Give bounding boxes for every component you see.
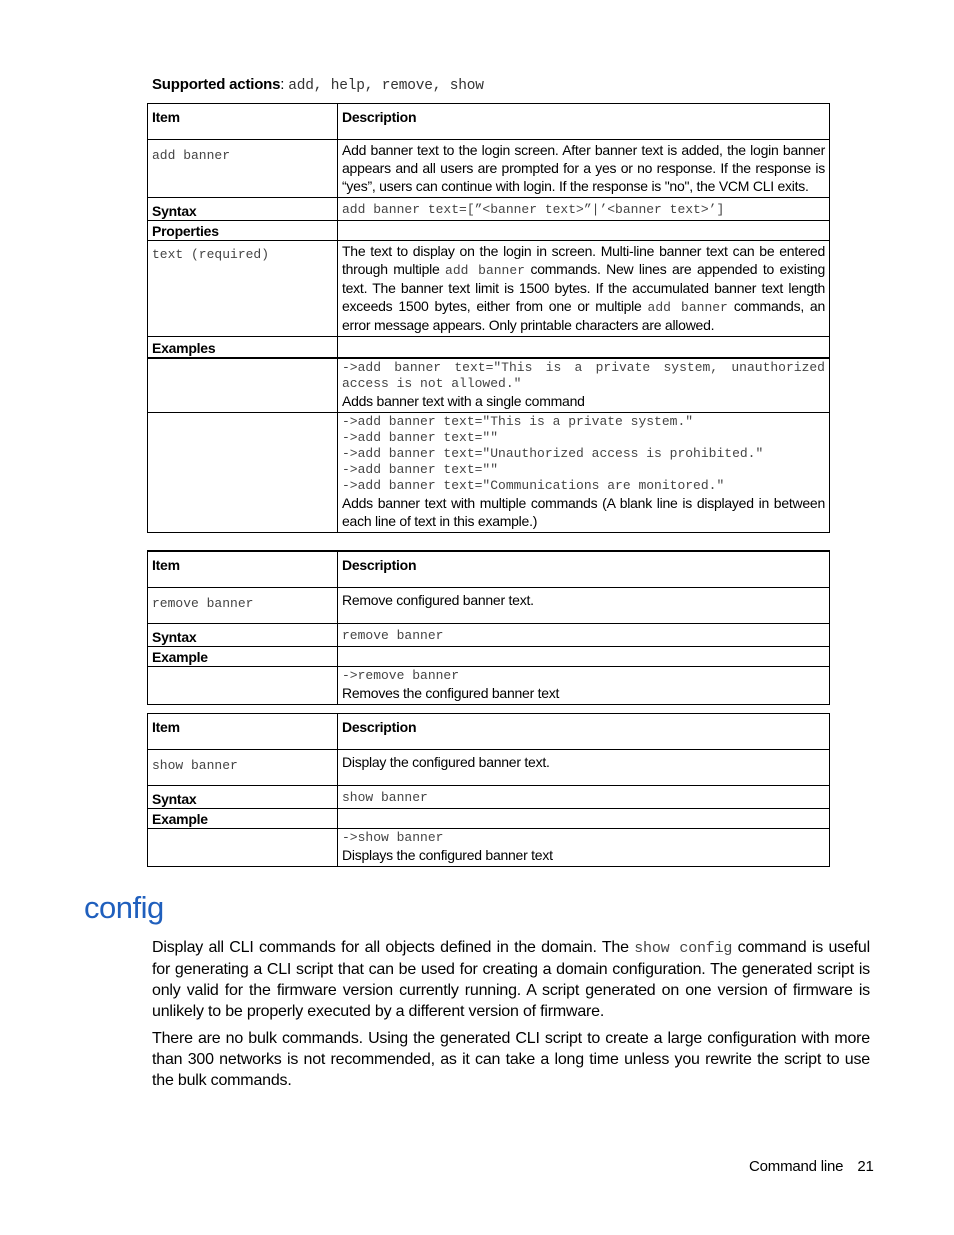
prop-code: add banner [445,263,525,278]
supported-actions-label: Supported actions [152,76,281,93]
table-header-row [148,714,830,750]
example-code-line: ->add banner text="" [342,430,499,445]
supported-actions-list: add, help, remove, show [288,78,484,94]
syntax-label: Syntax [148,624,338,647]
command-description: Add banner text to the login screen. After banner text is added, the login banner appears and all users are prompted for a yes or no response. If the response is “yes”, users can continue with login. If the response is "no", the VCM CLI exits. [338,140,830,198]
header-item: Item [148,104,338,140]
example-code-line: ->add banner text="Unauthorized access is prohibited." [342,446,764,461]
command-description: Remove configured banner text. [338,588,830,624]
property-name: text (required) [152,247,270,262]
table-row [148,809,830,829]
paragraph-text: command is useful for generating a CLI script that can be used for creating a domain configuration. The generated script is only valid for the firmware version currently running. A script generated on one version of firmware is unlikely to be properly executed by a different version of firmware. [152,939,870,1020]
command-name: show banner [152,758,238,773]
command-description: Display the configured banner text. [338,750,830,786]
table-row [148,624,830,647]
syntax-value: show banner [342,790,428,805]
example-description: Removes the configured banner text [342,685,560,701]
empty-cell [148,667,338,705]
example-description: Adds banner text with a single command [342,393,585,409]
supported-actions-line [152,76,484,94]
show-banner-table [147,713,830,867]
table-row [148,221,830,241]
syntax-value: remove banner [342,628,444,643]
table-header-row [148,551,830,588]
inline-code: show config [634,940,733,957]
supported-actions-separator: : [280,76,289,93]
table-header-row [148,104,830,140]
table-row [148,337,830,359]
table-row [148,140,830,198]
add-banner-table [147,103,830,533]
page-number: 21 [857,1158,874,1175]
page-footer [749,1158,874,1175]
section-title: config [84,890,164,925]
table-row [148,786,830,809]
syntax-value: add banner text=[”<banner text>”|’<banner text>’] [342,202,725,217]
section-paragraph-2: There are no bulk commands. Using the generated CLI script to create a large configuration with more than 300 networks is not recommended, as it can take a long time unless you rewrite the script to use the bulk commands. [152,1030,870,1089]
table-row [148,241,830,337]
examples-label: Examples [148,337,338,359]
prop-text: commands, an error message appears. Only printable characters are allowed. [342,298,826,333]
header-description: Description [338,551,830,588]
empty-cell [148,358,338,413]
remove-banner-table [147,550,830,705]
prop-code: add banner [647,300,728,315]
header-item: Item [148,714,338,750]
header-description: Description [338,714,830,750]
header-item: Item [148,551,338,588]
empty-cell [338,647,830,667]
property-description [338,241,830,337]
example-code: ->add banner text="This is a private system, unauthorized access is not allowed." [342,360,825,391]
footer-label: Command line [749,1158,844,1175]
empty-cell [338,809,830,829]
table-row [148,588,830,624]
command-name: add banner [152,148,231,163]
example-description: Displays the configured banner text [342,847,553,863]
header-description: Description [338,104,830,140]
example-code-line: ->add banner text="Communications are monitored." [342,478,725,493]
example-description: Adds banner text with multiple commands (A blank line is displayed in between each line of text in this example.) [342,495,825,529]
example-code: ->remove banner [342,668,460,683]
table-row [148,358,830,413]
section-paragraph-1 [152,937,870,1022]
syntax-label: Syntax [148,198,338,221]
table-row [148,750,830,786]
properties-label: Properties [148,221,338,241]
empty-cell [338,337,830,359]
syntax-label: Syntax [148,786,338,809]
empty-cell [148,413,338,533]
table-row [148,413,830,533]
paragraph-text: Display all CLI commands for all objects defined in the domain. The [152,939,635,956]
example-label: Example [148,809,338,829]
table-row [148,647,830,667]
empty-cell [338,221,830,241]
table-row [148,829,830,867]
prop-text: commands. New lines are appended to existing text. The banner text limit is 1500 bytes. If the accumulated banner text length exceeds 1500 bytes, either from one or multiple [342,261,825,314]
empty-cell [148,829,338,867]
table-row [148,667,830,705]
table-row [148,198,830,221]
example-code-line: ->add banner text="This is a private system." [342,414,694,429]
example-code: ->show banner [342,830,444,845]
example-label: Example [148,647,338,667]
command-name: remove banner [152,596,254,611]
prop-text: The text to display on the login in screen. Multi-line banner text can be entered through multiple [342,243,825,277]
example-code-line: ->add banner text="" [342,462,499,477]
